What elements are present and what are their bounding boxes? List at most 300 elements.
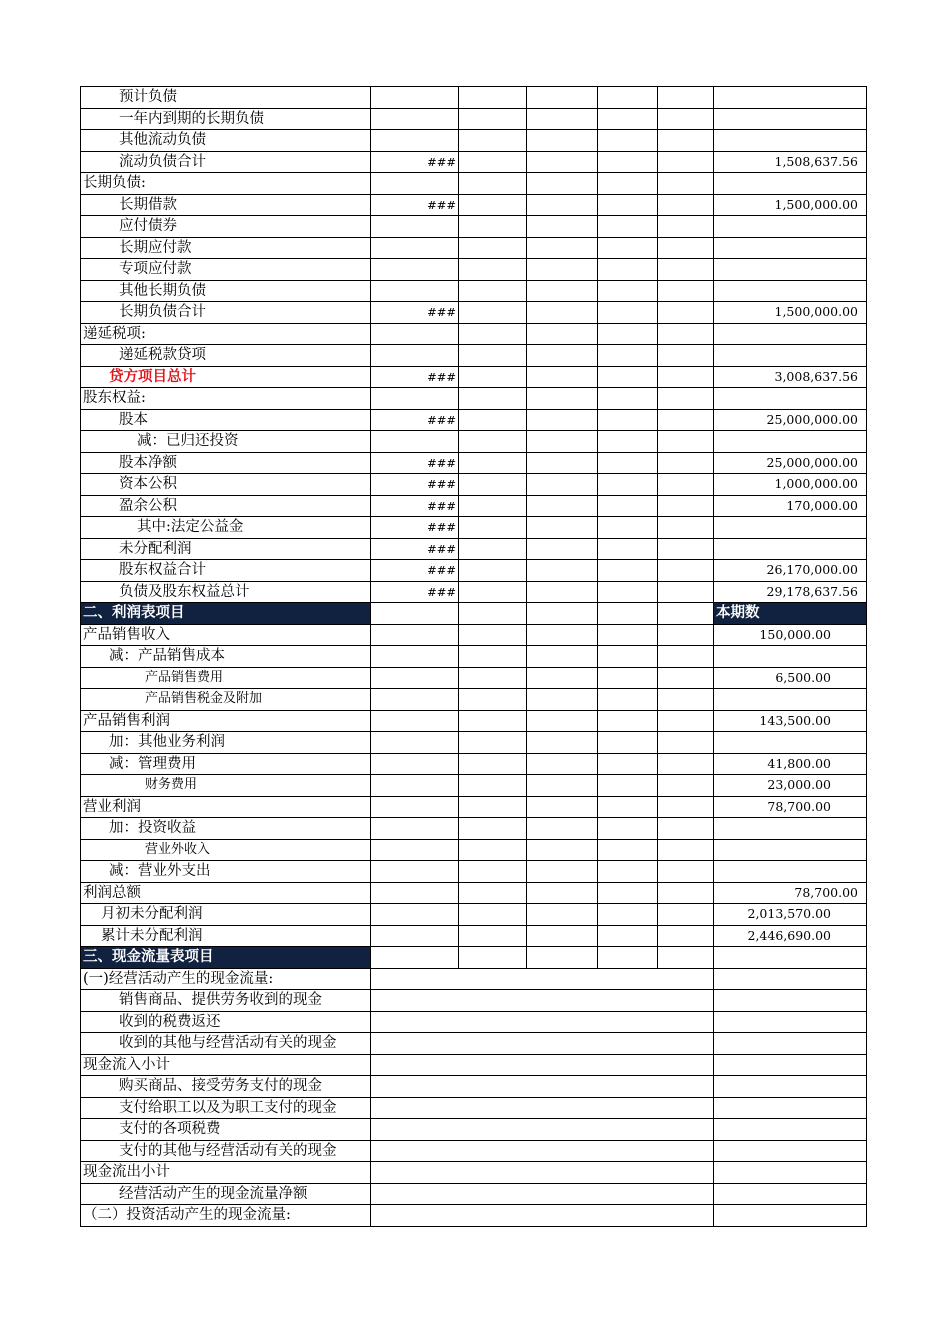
empty-cell[interactable] — [371, 1119, 714, 1141]
amount-cell[interactable] — [714, 732, 867, 754]
empty-cell[interactable] — [527, 882, 598, 904]
empty-cell[interactable] — [527, 517, 598, 539]
empty-cell[interactable] — [714, 1097, 867, 1119]
empty-cell[interactable] — [459, 560, 527, 582]
empty-cell[interactable] — [714, 947, 867, 969]
empty-cell[interactable] — [527, 173, 598, 195]
column-b-cell[interactable]: ### — [371, 151, 459, 173]
row-label-cell[interactable] — [81, 1097, 371, 1119]
row-label-cell[interactable] — [81, 968, 371, 990]
column-b-cell[interactable] — [371, 173, 459, 195]
empty-cell[interactable] — [527, 130, 598, 152]
empty-cell[interactable] — [371, 646, 459, 668]
amount-cell[interactable] — [714, 388, 867, 410]
empty-cell[interactable] — [527, 216, 598, 238]
column-b-cell[interactable]: ### — [371, 560, 459, 582]
amount-cell[interactable]: 41,800.00 — [714, 753, 867, 775]
row-label-cell[interactable] — [81, 646, 371, 668]
column-b-cell[interactable] — [371, 237, 459, 259]
amount-cell[interactable] — [714, 538, 867, 560]
empty-cell[interactable] — [527, 904, 598, 926]
empty-cell[interactable] — [658, 345, 714, 367]
row-label-cell[interactable] — [81, 216, 371, 238]
row-label-cell[interactable] — [81, 861, 371, 883]
row-label-cell[interactable] — [81, 839, 371, 861]
empty-cell[interactable] — [714, 1205, 867, 1227]
empty-cell[interactable] — [658, 538, 714, 560]
row-label-cell[interactable] — [81, 667, 371, 689]
column-b-cell[interactable] — [371, 388, 459, 410]
empty-cell[interactable] — [459, 366, 527, 388]
amount-cell[interactable]: 29,178,637.56 — [714, 581, 867, 603]
empty-cell[interactable] — [527, 861, 598, 883]
empty-cell[interactable] — [459, 689, 527, 711]
empty-cell[interactable] — [598, 624, 658, 646]
empty-cell[interactable] — [459, 947, 527, 969]
empty-cell[interactable] — [658, 431, 714, 453]
empty-cell[interactable] — [598, 108, 658, 130]
empty-cell[interactable] — [527, 667, 598, 689]
column-b-cell[interactable]: ### — [371, 366, 459, 388]
column-b-cell[interactable] — [371, 108, 459, 130]
empty-cell[interactable] — [371, 796, 459, 818]
column-b-cell[interactable] — [371, 216, 459, 238]
column-b-cell[interactable]: ### — [371, 302, 459, 324]
empty-cell[interactable] — [658, 861, 714, 883]
amount-cell[interactable]: 1,500,000.00 — [714, 302, 867, 324]
column-b-cell[interactable] — [371, 431, 459, 453]
amount-cell[interactable] — [714, 259, 867, 281]
amount-cell[interactable] — [714, 689, 867, 711]
row-label-cell[interactable] — [81, 517, 371, 539]
empty-cell[interactable] — [459, 624, 527, 646]
empty-cell[interactable] — [598, 732, 658, 754]
row-label-cell[interactable] — [81, 581, 371, 603]
empty-cell[interactable] — [371, 1140, 714, 1162]
empty-cell[interactable] — [527, 689, 598, 711]
empty-cell[interactable] — [371, 968, 714, 990]
empty-cell[interactable] — [371, 753, 459, 775]
empty-cell[interactable] — [658, 581, 714, 603]
empty-cell[interactable] — [658, 280, 714, 302]
empty-cell[interactable] — [598, 581, 658, 603]
amount-cell[interactable] — [714, 839, 867, 861]
row-label-cell[interactable] — [81, 366, 371, 388]
empty-cell[interactable] — [371, 732, 459, 754]
amount-cell[interactable]: 25,000,000.00 — [714, 409, 867, 431]
empty-cell[interactable] — [459, 173, 527, 195]
empty-cell[interactable] — [658, 388, 714, 410]
amount-cell[interactable] — [714, 431, 867, 453]
empty-cell[interactable] — [658, 517, 714, 539]
empty-cell[interactable] — [658, 452, 714, 474]
amount-cell[interactable]: 2,446,690.00 — [714, 925, 867, 947]
empty-cell[interactable] — [598, 646, 658, 668]
empty-cell[interactable] — [598, 388, 658, 410]
empty-cell[interactable] — [371, 925, 459, 947]
column-b-cell[interactable]: ### — [371, 194, 459, 216]
amount-cell[interactable] — [714, 818, 867, 840]
empty-cell[interactable] — [658, 259, 714, 281]
empty-cell[interactable] — [598, 259, 658, 281]
row-label-cell[interactable] — [81, 409, 371, 431]
amount-cell[interactable]: 78,700.00 — [714, 882, 867, 904]
empty-cell[interactable] — [714, 1162, 867, 1184]
row-label-cell[interactable] — [81, 1054, 371, 1076]
empty-cell[interactable] — [371, 603, 459, 625]
amount-cell[interactable] — [714, 323, 867, 345]
row-label-cell[interactable] — [81, 925, 371, 947]
empty-cell[interactable] — [459, 194, 527, 216]
empty-cell[interactable] — [527, 495, 598, 517]
row-label-cell[interactable] — [81, 302, 371, 324]
amount-cell[interactable]: 1,500,000.00 — [714, 194, 867, 216]
empty-cell[interactable] — [658, 560, 714, 582]
empty-cell[interactable] — [598, 710, 658, 732]
empty-cell[interactable] — [527, 345, 598, 367]
empty-cell[interactable] — [658, 882, 714, 904]
empty-cell[interactable] — [371, 1097, 714, 1119]
empty-cell[interactable] — [658, 603, 714, 625]
row-label-cell[interactable] — [81, 431, 371, 453]
empty-cell[interactable] — [527, 388, 598, 410]
empty-cell[interactable] — [371, 624, 459, 646]
row-label-cell[interactable] — [81, 1183, 371, 1205]
empty-cell[interactable] — [598, 839, 658, 861]
empty-cell[interactable] — [658, 409, 714, 431]
empty-cell[interactable] — [459, 151, 527, 173]
empty-cell[interactable] — [658, 87, 714, 109]
column-b-cell[interactable] — [371, 345, 459, 367]
amount-cell[interactable]: 78,700.00 — [714, 796, 867, 818]
amount-cell[interactable]: 150,000.00 — [714, 624, 867, 646]
amount-cell[interactable] — [714, 173, 867, 195]
row-label-cell[interactable] — [81, 710, 371, 732]
empty-cell[interactable] — [459, 667, 527, 689]
empty-cell[interactable] — [598, 237, 658, 259]
row-label-cell[interactable] — [81, 237, 371, 259]
empty-cell[interactable] — [371, 1183, 714, 1205]
empty-cell[interactable] — [714, 1119, 867, 1141]
amount-cell[interactable] — [714, 87, 867, 109]
empty-cell[interactable] — [598, 861, 658, 883]
empty-cell[interactable] — [598, 130, 658, 152]
empty-cell[interactable] — [527, 194, 598, 216]
empty-cell[interactable] — [459, 452, 527, 474]
empty-cell[interactable] — [658, 710, 714, 732]
column-b-cell[interactable] — [371, 280, 459, 302]
empty-cell[interactable] — [598, 517, 658, 539]
empty-cell[interactable] — [598, 87, 658, 109]
empty-cell[interactable] — [459, 753, 527, 775]
empty-cell[interactable] — [658, 775, 714, 797]
row-label-cell[interactable] — [81, 1205, 371, 1227]
empty-cell[interactable] — [658, 753, 714, 775]
empty-cell[interactable] — [527, 431, 598, 453]
empty-cell[interactable] — [459, 818, 527, 840]
column-b-cell[interactable] — [371, 130, 459, 152]
empty-cell[interactable] — [459, 87, 527, 109]
empty-cell[interactable] — [527, 280, 598, 302]
empty-cell[interactable] — [598, 280, 658, 302]
column-b-cell[interactable]: ### — [371, 538, 459, 560]
empty-cell[interactable] — [527, 151, 598, 173]
column-b-cell[interactable]: ### — [371, 474, 459, 496]
row-label-cell[interactable] — [81, 624, 371, 646]
empty-cell[interactable] — [527, 366, 598, 388]
empty-cell[interactable] — [658, 646, 714, 668]
empty-cell[interactable] — [527, 925, 598, 947]
empty-cell[interactable] — [371, 882, 459, 904]
row-label-cell[interactable] — [81, 904, 371, 926]
empty-cell[interactable] — [459, 646, 527, 668]
amount-cell[interactable] — [714, 861, 867, 883]
empty-cell[interactable] — [527, 237, 598, 259]
empty-cell[interactable] — [598, 345, 658, 367]
row-label-cell[interactable] — [81, 1119, 371, 1141]
row-label-cell[interactable] — [81, 345, 371, 367]
row-label-cell[interactable] — [81, 323, 371, 345]
column-b-cell[interactable] — [371, 259, 459, 281]
empty-cell[interactable] — [459, 861, 527, 883]
empty-cell[interactable] — [658, 732, 714, 754]
amount-cell[interactable] — [714, 216, 867, 238]
empty-cell[interactable] — [598, 173, 658, 195]
empty-cell[interactable] — [658, 839, 714, 861]
row-label-cell[interactable] — [81, 882, 371, 904]
empty-cell[interactable] — [459, 796, 527, 818]
empty-cell[interactable] — [658, 130, 714, 152]
amount-cell[interactable]: 3,008,637.56 — [714, 366, 867, 388]
empty-cell[interactable] — [527, 108, 598, 130]
empty-cell[interactable] — [598, 474, 658, 496]
empty-cell[interactable] — [598, 409, 658, 431]
amount-cell[interactable]: 26,170,000.00 — [714, 560, 867, 582]
empty-cell[interactable] — [527, 796, 598, 818]
empty-cell[interactable] — [658, 689, 714, 711]
row-label-cell[interactable] — [81, 1140, 371, 1162]
empty-cell[interactable] — [598, 753, 658, 775]
empty-cell[interactable] — [598, 216, 658, 238]
amount-cell[interactable] — [714, 345, 867, 367]
empty-cell[interactable] — [527, 323, 598, 345]
row-label-cell[interactable] — [81, 775, 371, 797]
empty-cell[interactable] — [658, 151, 714, 173]
empty-cell[interactable] — [371, 904, 459, 926]
amount-cell[interactable] — [714, 280, 867, 302]
row-label-cell[interactable] — [81, 280, 371, 302]
row-label-cell[interactable] — [81, 87, 371, 109]
amount-cell[interactable]: 25,000,000.00 — [714, 452, 867, 474]
empty-cell[interactable] — [598, 925, 658, 947]
amount-cell[interactable]: 143,500.00 — [714, 710, 867, 732]
empty-cell[interactable] — [527, 839, 598, 861]
empty-cell[interactable] — [598, 947, 658, 969]
empty-cell[interactable] — [714, 1011, 867, 1033]
empty-cell[interactable] — [459, 904, 527, 926]
empty-cell[interactable] — [527, 775, 598, 797]
empty-cell[interactable] — [459, 409, 527, 431]
empty-cell[interactable] — [527, 560, 598, 582]
empty-cell[interactable] — [371, 1033, 714, 1055]
row-label-cell[interactable] — [81, 1011, 371, 1033]
empty-cell[interactable] — [658, 108, 714, 130]
empty-cell[interactable] — [658, 474, 714, 496]
row-label-cell[interactable] — [81, 560, 371, 582]
empty-cell[interactable] — [459, 538, 527, 560]
empty-cell[interactable] — [527, 259, 598, 281]
row-label-cell[interactable] — [81, 194, 371, 216]
empty-cell[interactable] — [527, 452, 598, 474]
empty-cell[interactable] — [459, 925, 527, 947]
amount-cell[interactable]: 23,000.00 — [714, 775, 867, 797]
empty-cell[interactable] — [371, 947, 459, 969]
empty-cell[interactable] — [598, 495, 658, 517]
empty-cell[interactable] — [459, 474, 527, 496]
empty-cell[interactable] — [658, 925, 714, 947]
column-b-cell[interactable]: ### — [371, 452, 459, 474]
empty-cell[interactable] — [459, 259, 527, 281]
empty-cell[interactable] — [527, 732, 598, 754]
empty-cell[interactable] — [658, 323, 714, 345]
row-label-cell[interactable] — [81, 173, 371, 195]
empty-cell[interactable] — [459, 388, 527, 410]
empty-cell[interactable] — [459, 302, 527, 324]
empty-cell[interactable] — [371, 1205, 714, 1227]
row-label-cell[interactable] — [81, 796, 371, 818]
empty-cell[interactable] — [658, 947, 714, 969]
empty-cell[interactable] — [459, 108, 527, 130]
amount-cell[interactable] — [714, 646, 867, 668]
empty-cell[interactable] — [371, 1011, 714, 1033]
empty-cell[interactable] — [714, 990, 867, 1012]
empty-cell[interactable] — [598, 904, 658, 926]
empty-cell[interactable] — [714, 1183, 867, 1205]
empty-cell[interactable] — [459, 495, 527, 517]
empty-cell[interactable] — [598, 194, 658, 216]
amount-cell[interactable] — [714, 517, 867, 539]
empty-cell[interactable] — [371, 1162, 714, 1184]
amount-cell[interactable] — [714, 237, 867, 259]
empty-cell[interactable] — [598, 775, 658, 797]
empty-cell[interactable] — [658, 818, 714, 840]
empty-cell[interactable] — [714, 1033, 867, 1055]
empty-cell[interactable] — [459, 323, 527, 345]
empty-cell[interactable] — [658, 194, 714, 216]
empty-cell[interactable] — [658, 904, 714, 926]
empty-cell[interactable] — [459, 517, 527, 539]
column-b-cell[interactable]: ### — [371, 581, 459, 603]
column-b-cell[interactable] — [371, 323, 459, 345]
column-b-cell[interactable]: ### — [371, 495, 459, 517]
column-b-cell[interactable]: ### — [371, 409, 459, 431]
empty-cell[interactable] — [658, 173, 714, 195]
empty-cell[interactable] — [459, 345, 527, 367]
empty-cell[interactable] — [371, 667, 459, 689]
cash-section-title[interactable]: 三、现金流量表项目 — [81, 947, 371, 969]
empty-cell[interactable] — [459, 130, 527, 152]
amount-cell[interactable] — [714, 108, 867, 130]
empty-cell[interactable] — [459, 882, 527, 904]
empty-cell[interactable] — [658, 624, 714, 646]
row-label-cell[interactable] — [81, 1076, 371, 1098]
empty-cell[interactable] — [658, 216, 714, 238]
empty-cell[interactable] — [371, 818, 459, 840]
empty-cell[interactable] — [371, 1076, 714, 1098]
empty-cell[interactable] — [598, 366, 658, 388]
empty-cell[interactable] — [371, 861, 459, 883]
row-label-cell[interactable] — [81, 151, 371, 173]
row-label-cell[interactable] — [81, 452, 371, 474]
empty-cell[interactable] — [598, 603, 658, 625]
empty-cell[interactable] — [527, 818, 598, 840]
empty-cell[interactable] — [459, 775, 527, 797]
row-label-cell[interactable] — [81, 990, 371, 1012]
empty-cell[interactable] — [459, 280, 527, 302]
amount-cell[interactable]: 1,508,637.56 — [714, 151, 867, 173]
amount-cell[interactable]: 2,013,570.00 — [714, 904, 867, 926]
empty-cell[interactable] — [658, 495, 714, 517]
period-column-title[interactable]: 本期数 — [714, 603, 867, 625]
empty-cell[interactable] — [527, 474, 598, 496]
empty-cell[interactable] — [459, 839, 527, 861]
row-label-cell[interactable] — [81, 495, 371, 517]
empty-cell[interactable] — [527, 538, 598, 560]
row-label-cell[interactable] — [81, 474, 371, 496]
empty-cell[interactable] — [371, 839, 459, 861]
empty-cell[interactable] — [371, 710, 459, 732]
row-label-cell[interactable] — [81, 388, 371, 410]
empty-cell[interactable] — [527, 646, 598, 668]
empty-cell[interactable] — [371, 1054, 714, 1076]
empty-cell[interactable] — [527, 624, 598, 646]
empty-cell[interactable] — [598, 151, 658, 173]
empty-cell[interactable] — [527, 753, 598, 775]
profit-section-title[interactable]: 二、利润表项目 — [81, 603, 371, 625]
empty-cell[interactable] — [527, 710, 598, 732]
empty-cell[interactable] — [714, 1140, 867, 1162]
row-label-cell[interactable] — [81, 818, 371, 840]
empty-cell[interactable] — [598, 796, 658, 818]
empty-cell[interactable] — [459, 581, 527, 603]
row-label-cell[interactable] — [81, 1162, 371, 1184]
empty-cell[interactable] — [459, 216, 527, 238]
empty-cell[interactable] — [598, 689, 658, 711]
empty-cell[interactable] — [658, 237, 714, 259]
amount-cell[interactable]: 6,500.00 — [714, 667, 867, 689]
empty-cell[interactable] — [459, 431, 527, 453]
empty-cell[interactable] — [598, 431, 658, 453]
row-label-cell[interactable] — [81, 753, 371, 775]
empty-cell[interactable] — [714, 1054, 867, 1076]
empty-cell[interactable] — [598, 302, 658, 324]
empty-cell[interactable] — [371, 775, 459, 797]
empty-cell[interactable] — [658, 796, 714, 818]
empty-cell[interactable] — [527, 409, 598, 431]
empty-cell[interactable] — [598, 560, 658, 582]
empty-cell[interactable] — [658, 366, 714, 388]
empty-cell[interactable] — [459, 237, 527, 259]
empty-cell[interactable] — [598, 818, 658, 840]
amount-cell[interactable]: 170,000.00 — [714, 495, 867, 517]
amount-cell[interactable]: 1,000,000.00 — [714, 474, 867, 496]
empty-cell[interactable] — [598, 882, 658, 904]
empty-cell[interactable] — [598, 452, 658, 474]
empty-cell[interactable] — [527, 603, 598, 625]
empty-cell[interactable] — [459, 732, 527, 754]
empty-cell[interactable] — [459, 710, 527, 732]
empty-cell[interactable] — [371, 990, 714, 1012]
